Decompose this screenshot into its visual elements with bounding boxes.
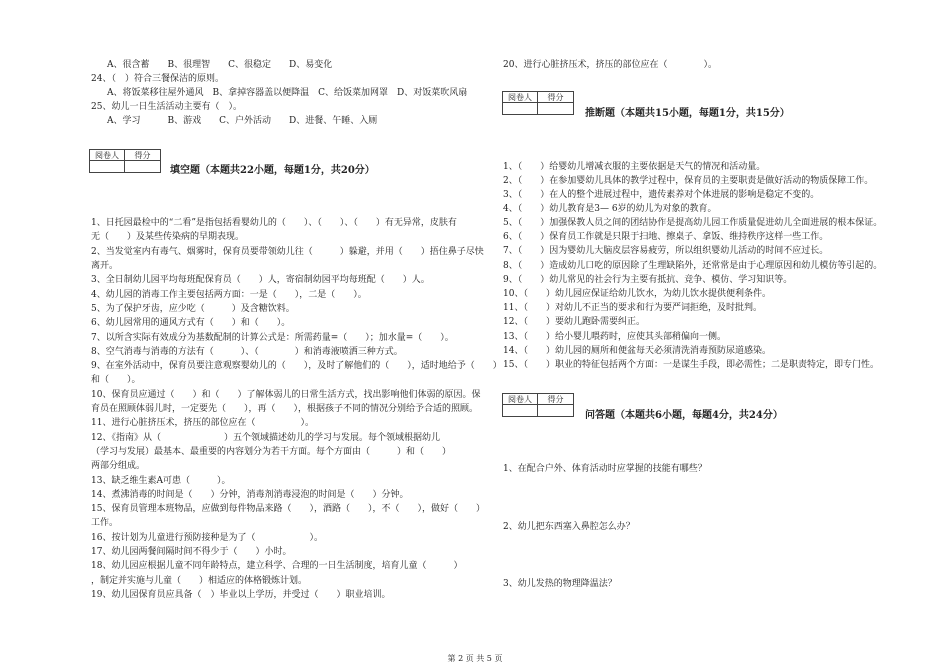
fill-line: 12、《指南》从（ ）五个领域描述幼儿的学习与发展。每个领域根据幼儿 [91, 433, 440, 443]
question-line: 24、（ ）符合三餐保洁的原则。 [91, 74, 224, 84]
fill-line: 19、幼儿园保育员应具备（ ）毕业以上学历，并受过（ ）职业培训。 [91, 590, 391, 600]
score-box [502, 91, 574, 115]
fill-line: 6、幼儿园常用的通风方式有（ ）和（ ）。 [91, 318, 291, 328]
page-footer: 第 2 页 共 5 页 [447, 654, 503, 663]
fill-line: 7、以所含实际有效成分为基数配制的计算公式是：所需药量=（ ）；加水量=（ ）。 [91, 333, 454, 343]
judge-line: 7、（ ）因为婴幼儿大脑皮层容易疲劳，所以组织婴幼儿活动的时间不应过长。 [503, 246, 829, 256]
judge-section-title: 推断题（本题共15小题，每题1分，共15分） [585, 108, 790, 119]
judge-line: 14、（ ）幼儿园的厕所和便盆每天必须清洗消毒预防尿道感染。 [503, 346, 771, 356]
reviewer-label: 阅卷人 [90, 150, 125, 161]
fill-line: ，制定并实施与儿童（ ）相适应的体格锻炼计划。 [91, 576, 308, 586]
judge-line: 11、（ ）对幼儿不正当的要求和行为要严词拒绝，及时批判。 [503, 303, 762, 313]
fill-line: 3、全日制幼儿园平均每班配保育员（ ）人，寄宿制幼园平均每班配（ ）人。 [91, 275, 430, 285]
qa-line: 2、幼儿把东西塞入鼻腔怎么办？ [503, 522, 635, 532]
score-label: 得分 [538, 394, 573, 405]
reviewer-cell [503, 405, 538, 416]
fill-line: 离开。 [91, 261, 119, 271]
fill-line: 5、为了保护牙齿，应少吃（ ）及含糖饮料。 [91, 304, 295, 314]
fill-line: 9、在室外活动中，保育员要注意观察婴幼儿的（ ），及时了解他们的（ ），适时地给予（ ） [91, 361, 502, 371]
fill-line: 10、保育员应通过（ ）和（ ）了解体弱儿的日常生活方式，找出影响他们体弱的原因。保 [91, 390, 481, 400]
fill-line: 8、空气消毒与消毒的方法有（ ）、（ ）和消毒液喷洒三种方式。 [91, 347, 403, 357]
fill-line: 两部分组成。 [91, 461, 146, 471]
judge-line: 1、（ ）给婴幼儿增减衣服的主要依据是天气的情况和活动量。 [503, 162, 766, 172]
fill-line: 13、缺乏维生素A可患（ ）。 [91, 476, 231, 486]
judge-line: 15、（ ）职业的特征包括两个方面：一是谋生手段，即必需性；二是职责特定，即专门性。 [503, 360, 879, 370]
reviewer-label: 阅卷人 [503, 92, 538, 103]
score-box [89, 149, 161, 173]
fill-line: （学习与发展）最基本、最重要的内容划分为若干方面。每个方面由（ ）和（ ） [91, 447, 452, 457]
reviewer-cell [90, 161, 125, 172]
fill-line: 18、幼儿园应根据儿童不同年龄特点，建立科学、合理的一日生活制度，培育儿童（ ） [91, 561, 463, 571]
fill-line: 14、煮沸消毒的时间是（ ）分钟，消毒剂消毒浸泡的时间是（ ）分钟。 [91, 490, 409, 500]
option-line: A、将饭菜移往屋外通风 B、拿掉容器盖以便降温 C、给饭菜加网罩 D、对饭菜吹风扇 [107, 88, 468, 98]
reviewer-cell [503, 103, 538, 114]
fill-line: 17、幼儿园两餐间隔时间不得少于（ ）小时。 [91, 547, 292, 557]
judge-line: 4、（ ）幼儿教育是3— 6岁的幼儿为对象的教育。 [503, 204, 717, 214]
fill-line: 和（ ）。 [91, 375, 141, 385]
judge-line: 12、（ ）要幼儿跑卧需要纠正。 [503, 317, 645, 327]
qa-line: 3、幼儿发热的物理降温法？ [503, 579, 617, 589]
qa-line: 1、在配合户外、体育活动时应掌握的技能有哪些？ [503, 464, 707, 474]
fill-line: 11、进行心脏挤压术，挤压的部位应在（ ）。 [91, 418, 314, 428]
score-cell [538, 103, 573, 114]
option-line: A、学习 B、游戏 C、户外活动 D、进餐、午睡、入厕 [107, 116, 378, 126]
question-line: 20、进行心脏挤压术，挤压的部位应在（ ）。 [503, 60, 717, 70]
score-cell [538, 405, 573, 416]
judge-line: 6、（ ）保育员工作就是只限于扫地、擦桌子、拿饭、维持秩序这样一些工作。 [503, 232, 829, 242]
judge-line: 3、（ ）在人的整个进展过程中，遗传素养对个体进展的影响是稳定不变的。 [503, 190, 820, 200]
fill-line: 无（ ）及某些传染病的早期表现。 [91, 232, 245, 242]
qa-section-title: 问答题（本题共6小题，每题4分，共24分） [585, 410, 783, 421]
fill-line: 16、按计划为儿童进行预防接种是为了（ ）。 [91, 533, 323, 543]
fill-line: 工作。 [91, 518, 119, 528]
judge-line: 9、（ ）幼儿常见的社会行为主要有抵抗、竞争、模仿、学习知识等。 [503, 275, 793, 285]
fill-line: 2、当发觉室内有毒气、烟雾时，保育员要带领幼儿往（ ）躲避，并用（ ）捂住鼻子尽快 [91, 247, 484, 257]
judge-line: 2、（ ）在参加婴幼儿具体的教学过程中，保育员的主要职责是做好活动的物质保障工作。 [503, 176, 874, 186]
fill-line: 1、日托园最检中的“二看”是指包括看婴幼儿的（ ）、（ ）、（ ）有无异常，皮肤有 [91, 218, 457, 228]
fill-line: 育员在照顾体弱儿时，一定要先（ ），再（ ），根据孩子不同的情况分别给予合适的照顾。 [91, 404, 479, 414]
score-label: 得分 [125, 150, 160, 161]
score-label: 得分 [538, 92, 573, 103]
fill-section-title: 填空题（本题共22小题，每题1分，共20分） [170, 165, 375, 176]
score-cell [125, 161, 160, 172]
option-line: A、很含蓄 B、很理智 C、很稳定 D、易变化 [107, 60, 333, 70]
judge-line: 13、（ ）给小婴儿喂药时，应使其头部稍偏向一侧。 [503, 332, 726, 342]
reviewer-label: 阅卷人 [503, 394, 538, 405]
question-line: 25、幼儿一日生活活动主要有（ ）。 [91, 102, 242, 112]
fill-line: 15、保育员管理本班物品，应做到每件物品来路（ ），酒路（ ），不（ ），做好（ ） [91, 504, 485, 514]
judge-line: 10、（ ）幼儿园应保证给幼儿饮水，为幼儿饮水提供便利条件。 [503, 289, 771, 299]
score-box [502, 393, 574, 417]
fill-line: 4、幼儿园的消毒工作主要包括两方面：一是（ ），二是（ ）。 [91, 290, 367, 300]
judge-line: 5、（ ）加强保教人员之间的团结协作是提高幼儿园工作质量促进幼儿全面进展的根本保证。 [503, 218, 883, 228]
judge-line: 8、（ ）造成幼儿口吃的原因除了生理缺陷外，还常常是由于心理原因和幼儿模仿等引起的。 [503, 261, 883, 271]
